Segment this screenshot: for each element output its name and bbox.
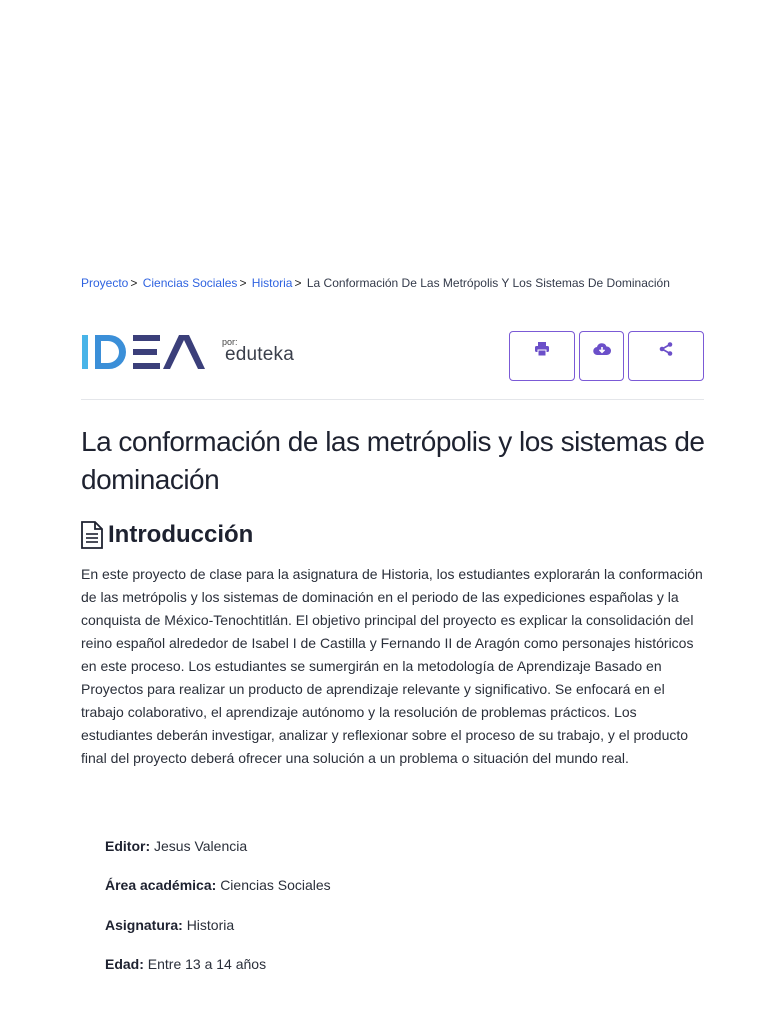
meta-subject-label: Asignatura:	[105, 917, 183, 933]
idea-logo-mark	[81, 332, 213, 372]
meta-subject	[105, 917, 234, 933]
breadcrumb-link-ciencias-sociales[interactable]: Ciencias Sociales	[142, 276, 238, 290]
meta-age-label: Edad:	[105, 956, 144, 972]
chevron-right-icon: >	[130, 276, 138, 290]
meta-age	[105, 956, 266, 972]
document-icon	[80, 520, 104, 550]
breadcrumb-link-historia[interactable]: Historia	[251, 276, 293, 290]
breadcrumb	[81, 276, 670, 290]
print-button[interactable]	[509, 331, 575, 381]
meta-area-label: Área académica:	[105, 877, 217, 893]
meta-area	[105, 877, 331, 893]
eduteka-wordmark: eduteka	[225, 344, 295, 365]
cloud-download-icon	[593, 342, 611, 356]
chevron-right-icon: >	[294, 276, 302, 290]
share-button[interactable]	[628, 331, 704, 381]
intro-paragraph: En este proyecto de clase para la asignatura de Historia, los estudiantes explorarán la conformación de las metrópolis y los sistemas de dominación en el periodo de las expediciones españolas y la conquista de México-Tenochtitlán. El objetivo principal del proyecto es explicar la consolidación del reino español alrededor de Isabel I de Castilla y Fernando II de Aragón como personajes históricos en este proceso. Los estudiantes se sumergirán en la metodología de Aprendizaje Basado en Proyectos para realizar un producto de aprendizaje relevante y significativo. Se enfocará en el trabajo colaborativo, el aprendizaje autónomo y la resolución de problemas prácticos. Los estudiantes deberán investigar, analizar y reflexionar sobre el proceso de su trabajo, y el producto final del proyecto deberá ofrecer una solución a un problema o situación del mundo real.	[81, 566, 703, 766]
share-icon	[659, 342, 673, 356]
action-toolbar	[509, 331, 704, 381]
meta-age-value: Entre 13 a 14 años	[147, 956, 267, 972]
print-icon	[534, 342, 550, 356]
meta-editor-label: Editor:	[105, 838, 151, 854]
meta-editor	[105, 838, 247, 854]
page-title: La conformación de las metrópolis y los sistemas de dominación	[81, 426, 705, 495]
intro-heading: Introducción	[108, 521, 254, 548]
meta-area-value: Ciencias Sociales	[220, 877, 331, 893]
chevron-right-icon: >	[239, 276, 247, 290]
header-divider	[81, 399, 704, 400]
download-button[interactable]	[579, 331, 624, 381]
intro-heading-row	[80, 520, 253, 550]
breadcrumb-link-proyecto[interactable]: Proyecto	[81, 276, 129, 290]
breadcrumb-current: La Conformación De Las Metrópolis Y Los Sistemas De Dominación	[306, 276, 670, 290]
meta-editor-value: Jesus Valencia	[154, 838, 248, 854]
logo-by-label: por:	[222, 337, 238, 347]
idea-eduteka-logo[interactable]	[81, 332, 295, 372]
meta-subject-value: Historia	[186, 917, 235, 933]
